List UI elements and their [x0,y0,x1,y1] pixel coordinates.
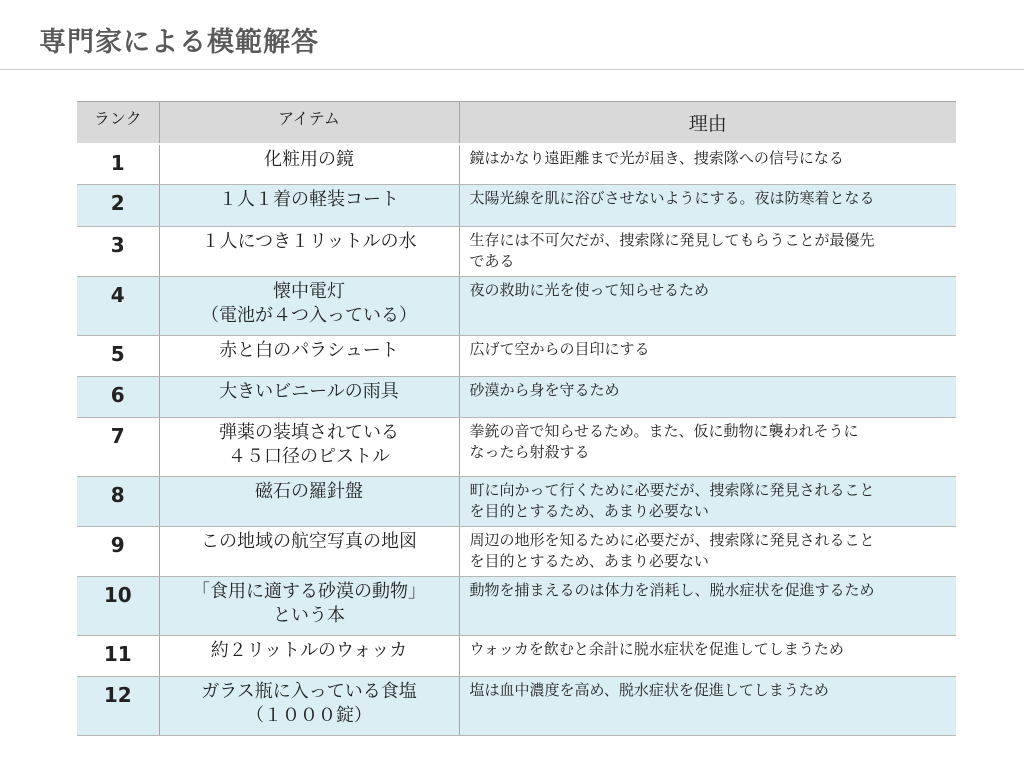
reason-line: 塩は血中濃度を高め、脱水症状を促進してしまうため [469,681,829,699]
rank-cell: 2 [77,185,159,227]
table-row [77,185,956,227]
item-line: 「食用に適する砂漠の動物」 [192,581,426,602]
item-cell [159,336,459,377]
reason-line: 広げて空からの目印にする [469,340,650,358]
item-cell [159,227,459,277]
header-item: アイテム [159,102,459,144]
rank-cell: 4 [77,277,159,336]
answer-table [77,101,956,736]
reason-line: 動物を捕まえるのは体力を消耗し、脱水症状を促進するため [469,581,875,599]
table-row [77,527,956,577]
item-cell [159,636,459,677]
rank-cell: 1 [77,144,159,185]
reason-cell [459,336,956,377]
reason-line: を目的とするため、あまり必要ない [469,552,709,570]
reason-line: ウォッカを飲むと余計に脱水症状を促進してしまうため [469,640,844,658]
table-row [77,377,956,418]
table-row [77,577,956,636]
item-cell [159,185,459,227]
title-divider [0,69,1024,70]
item-line: １人につき１リットルの水 [201,231,417,252]
table-row [77,477,956,527]
header-rank: ランク [77,102,159,144]
item-line: １人１着の軽装コート [219,189,399,210]
reason-line: 周辺の地形を知るために必要だが、捜索隊に発見されること [469,531,875,549]
reason-cell [459,577,956,636]
item-cell [159,277,459,336]
table-row [77,636,956,677]
table-header-row [77,102,956,144]
item-line: （電池が４つ入っている） [201,305,417,326]
reason-line: 町に向かって行くために必要だが、捜索隊に発見されること [469,481,875,499]
reason-cell [459,477,956,527]
item-line: ガラス瓶に入っている食塩 [201,681,417,702]
table-row [77,227,956,277]
reason-cell [459,144,956,185]
item-line: 大きいビニールの雨具 [219,381,399,402]
table-row [77,277,956,336]
reason-line: なったら射殺する [469,443,590,461]
header-reason: 理由 [459,102,956,144]
table-row [77,144,956,185]
table-row [77,336,956,377]
item-line: ４５口径のピストル [228,446,390,467]
item-cell [159,144,459,185]
item-cell [159,377,459,418]
item-cell [159,477,459,527]
rank-cell: 10 [77,577,159,636]
rank-cell: 9 [77,527,159,577]
item-line: という本 [273,605,345,626]
reason-cell [459,227,956,277]
item-line: 弾薬の装填されている [219,422,399,443]
item-line: 赤と白のパラシュート [219,340,399,361]
reason-line: 太陽光線を肌に浴びさせないようにする。夜は防寒着となる [469,189,875,207]
rank-cell: 12 [77,677,159,736]
item-cell [159,527,459,577]
reason-cell [459,636,956,677]
rank-cell: 11 [77,636,159,677]
rank-cell: 7 [77,418,159,477]
reason-cell [459,418,956,477]
reason-line: 夜の救助に光を使って知らせるため [469,281,710,299]
item-line: （１０００錠） [246,705,372,726]
rank-cell: 3 [77,227,159,277]
item-cell [159,577,459,636]
table-row [77,677,956,736]
reason-line: 鏡はかなり遠距離まで光が届き、捜索隊への信号になる [469,148,844,167]
reason-cell [459,277,956,336]
reason-line: 拳銃の音で知らせるため。また、仮に動物に襲われそうに [469,422,859,440]
reason-line: である [469,252,515,270]
page-title: 専門家による模範解答 [39,27,319,58]
table-row [77,418,956,477]
item-line: 約２リットルのウォッカ [210,640,408,661]
item-line: 懐中電灯 [273,281,345,302]
rank-cell: 6 [77,377,159,418]
item-cell [159,677,459,736]
reason-cell [459,377,956,418]
reason-line: を目的とするため、あまり必要ない [469,502,709,520]
item-line: 化粧用の鏡 [264,148,354,170]
item-line: 磁石の羅針盤 [255,481,363,502]
reason-line: 生存には不可欠だが、捜索隊に発見してもらうことが最優先 [469,231,875,249]
item-line: この地域の航空写真の地図 [201,531,417,552]
table-body [77,144,956,736]
reason-cell [459,677,956,736]
rank-cell: 8 [77,477,159,527]
reason-cell [459,185,956,227]
item-cell [159,418,459,477]
reason-cell [459,527,956,577]
reason-line: 砂漠から身を守るため [469,381,620,399]
rank-cell: 5 [77,336,159,377]
